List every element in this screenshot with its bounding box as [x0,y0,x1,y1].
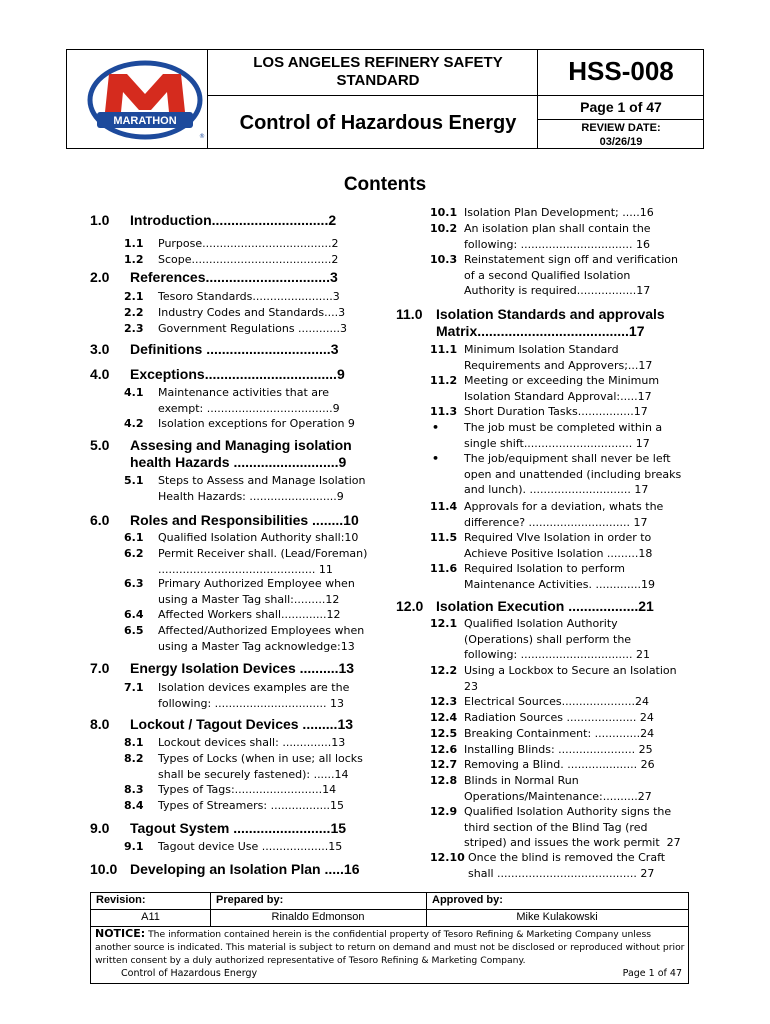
toc-subsection-title: Short Duration Tasks................17 [464,405,648,418]
toc-section-number: 5.0 [90,437,110,453]
approved-value: Mike Kulakowski [516,911,598,923]
toc-subsection-number: 12.2 [430,664,458,677]
toc-subsection-title: Qualified Isolation Authority (Operations) shall perform the following: ................................ 21 [464,617,651,661]
toc-subsection-number: 11.6 [430,562,458,575]
toc-subsection-title: Maintenance activities that are exempt: ....................................9 [158,386,340,415]
toc-section-number: 3.0 [90,341,110,357]
toc-section-number: 11.0 [396,306,423,322]
toc-subsection-title: Scope........................................2 [158,253,339,266]
toc-subsection-number: 11.1 [430,343,458,356]
toc-subsection-number: 12.1 [430,617,458,630]
toc-subsection-number: 7.1 [124,681,144,694]
svg-text:®: ® [199,133,205,140]
toc-subsection-title: Breaking Containment: .............24 [464,727,655,740]
toc-subsection-number: 10.3 [430,253,458,266]
toc-subsection-title: Qualified Isolation Authority shall:10 [158,531,359,544]
document-code: HSS-008 [568,56,674,86]
toc-subsection-title: Primary Authorized Employee when using a Master Tag shall:.........12 [158,577,355,606]
toc-section-number: 8.0 [90,716,110,732]
revision-value: A11 [141,911,160,923]
toc-subsection-title: Meeting or exceeding the Minimum Isolation Standard Approval:.....17 [464,374,660,403]
toc-subsection-number: 8.3 [124,783,144,796]
toc-subsection-title: Permit Receiver shall. (Lead/Foreman) ............................................. 11 [158,547,368,576]
toc-subsection-number: 12.10 [430,851,465,864]
toc-section-number: 12.0 [396,598,424,614]
toc-subsection-title: Radiation Sources .................... 24 [464,711,654,724]
toc-subsection-title: Blinds in Normal Run Operations/Maintenance:..........27 [464,774,652,803]
toc-section-number: 9.0 [90,820,110,836]
toc-subsection-number: 6.1 [124,531,144,544]
document-header [66,49,704,149]
toc-subsection-number: 9.1 [124,840,144,853]
toc-subsection-number: 6.3 [124,577,144,590]
toc-subsection-number: 2.2 [124,306,144,319]
toc-subsection-title: Qualified Isolation Authority signs the third section of the Blind Tag (red striped) and issues the work permit 27 [464,805,681,849]
document-title: Control of Hazardous Energy [239,112,517,134]
toc-section-number: 1.0 [90,212,110,228]
toc-section-title: Lockout / Tagout Devices .........13 [130,716,354,732]
toc-subsection-number: 4.2 [124,417,144,430]
toc-section-number: 10.0 [90,861,118,877]
toc-section-number: 4.0 [90,366,110,382]
marathon-logo [87,60,207,140]
toc-section-number: 2.0 [90,269,110,285]
toc-subsection-title: Purpose.....................................2 [158,237,339,250]
toc-section-title: Tagout System .........................15 [130,820,347,836]
review-label: REVIEW DATE: [581,122,661,134]
toc-section-number: 6.0 [90,512,110,528]
toc-subsection-number: 12.9 [430,805,458,818]
footer-document-name: Control of Hazardous Energy [121,968,258,979]
toc-subsection-number: 12.6 [430,743,458,756]
toc-subsection-title: Government Regulations ............3 [158,322,348,335]
toc-subsection-title: Isolation devices examples are the following: ................................ 13 [158,681,350,710]
footer-page-number: Page 1 of 47 [622,968,682,979]
toc-subsection-title: The job/equipment shall never be left open and unattended (including breaks and lunch). ............................. 17 [464,452,682,496]
toc-subsection-number: 5.1 [124,474,144,487]
notice-label: NOTICE: [95,927,146,940]
page-number: Page 1 of 47 [580,99,662,115]
toc-subsection-title: Minimum Isolation Standard Requirements and Approvers;...17 [464,343,653,372]
toc-subsection-title: Affected Workers shall.............12 [158,608,341,621]
toc-subsection-title: An isolation plan shall contain the following: ................................ 16 [464,222,651,251]
toc-subsection-title: Types of Tags:.........................14 [158,783,337,796]
approved-label: Approved by: [432,894,503,906]
toc-section-title: Developing an Isolation Plan .....16 [130,861,360,877]
toc-subsection-title: Removing a Blind. .................... 26 [464,758,655,771]
prepared-value: Rinaldo Edmonson [271,911,365,923]
toc-subsection-title: Once the blind is removed the Craft shall ........................................ 27 [468,851,666,880]
toc-subsection-title: The job must be completed within a single shift............................... 17 [464,421,663,450]
toc-subsection-number: 12.5 [430,727,458,740]
toc-subsection-title: Industry Codes and Standards....3 [158,306,346,319]
toc-subsection-title: Required Vlve Isolation in order to Achieve Positive Isolation .........18 [464,531,653,560]
toc-subsection-number: 10.1 [430,206,458,219]
toc-subsection-title: Approvals for a deviation, whats the difference? ............................. 17 [464,500,664,529]
confidentiality-notice [95,927,685,967]
toc-subsection-number: 10.2 [430,222,458,235]
toc-subsection-number: 6.2 [124,547,144,560]
toc-subsection-number: 8.4 [124,799,144,812]
toc-subsection-title: Installing Blinds: ...................... 25 [464,743,653,756]
prepared-label: Prepared by: [216,894,284,906]
toc-subsection-number: 6.4 [124,608,144,621]
toc-subsection-title: Tagout device Use ...................15 [158,840,343,853]
toc-subsection-title: Electrical Sources.....................24 [464,695,649,708]
standard-title: LOS ANGELES REFINERY SAFETY STANDARD [253,54,503,89]
toc-subsection-title: Reinstatement sign off and verification of a second Qualified Isolation Authority is required.................17 [464,253,678,297]
toc-subsection-number: 8.2 [124,752,144,765]
toc-subsection-number: 11.4 [430,500,458,513]
toc-subsection-number: 12.7 [430,758,458,771]
toc-subsection-number: 11.5 [430,531,458,544]
toc-subsection-title: Tesoro Standards.......................3 [158,290,340,303]
review-date-value: 03/26/19 [599,136,643,148]
toc-section-title: References................................3 [130,269,338,285]
toc-subsection-title: Using a Lockbox to Secure an Isolation 23 [464,664,677,693]
logo-text: MARATHON [113,115,177,127]
toc-subsection-title: Required Isolation to perform Maintenance Activities. .............19 [464,562,655,591]
toc-subsection-title: Affected/Authorized Employees when using a Master Tag acknowledge:13 [158,624,365,653]
toc-subsection-number: 6.5 [124,624,144,637]
toc-subsection-number: 8.1 [124,736,144,749]
toc-subsection-number: 1.1 [124,237,144,250]
toc-subsection-number: 1.2 [124,253,144,266]
toc-section-title: Exceptions..................................9 [130,366,345,382]
toc-subsection-number: 11.2 [430,374,458,387]
toc-subsection-number: 2.1 [124,290,144,303]
toc-section-title: Energy Isolation Devices ..........13 [130,660,355,676]
toc-section-title: Assesing and Managing isolation health Hazards ...........................9 [130,437,352,470]
toc-subsection-title: Lockout devices shall: ..............13 [158,736,346,749]
review-date [539,121,703,149]
toc-subsection-number: • [432,452,440,465]
revision-footer [90,892,689,984]
toc-subsection-number: 12.3 [430,695,458,708]
toc-subsection-number: 12.8 [430,774,458,787]
toc-subsection-title: Isolation Plan Development; .....16 [464,206,654,219]
toc-subsection-title: Types of Streamers: .................15 [158,799,345,812]
toc-subsection-number: 4.1 [124,386,144,399]
toc-section-number: 7.0 [90,660,110,676]
toc-section-title: Isolation Standards and approvals Matrix.......................................17 [436,306,665,339]
revision-label: Revision: [96,894,146,906]
notice-text: The information contained herein is the confidential property of Tesoro Refining & Marketing Company unless another source is indicated. This material is subject to return on demand and must not be disclosed or reproduced without prior written consent by a duly authorized representative of Tesoro Refining & Marketing Company. [95,929,685,966]
toc-subsection-number: • [432,421,440,434]
toc-section-title: Introduction..............................2 [130,212,337,228]
toc-section-title: Isolation Execution ..................21 [436,598,654,614]
toc-subsection-number: 11.3 [430,405,458,418]
toc-subsection-number: 12.4 [430,711,458,724]
toc-subsection-title: Steps to Assess and Manage Isolation Health Hazards: .........................9 [158,474,366,503]
toc-subsection-number: 2.3 [124,322,144,335]
contents-heading: Contents [343,174,427,195]
toc-subsection-title: Isolation exceptions for Operation 9 [158,417,355,430]
toc-section-title: Definitions ................................3 [130,341,339,357]
toc-subsection-title: Types of Locks (when in use; all locks shall be securely fastened): ......14 [158,752,363,781]
toc-section-title: Roles and Responsibilities ........10 [130,512,359,528]
